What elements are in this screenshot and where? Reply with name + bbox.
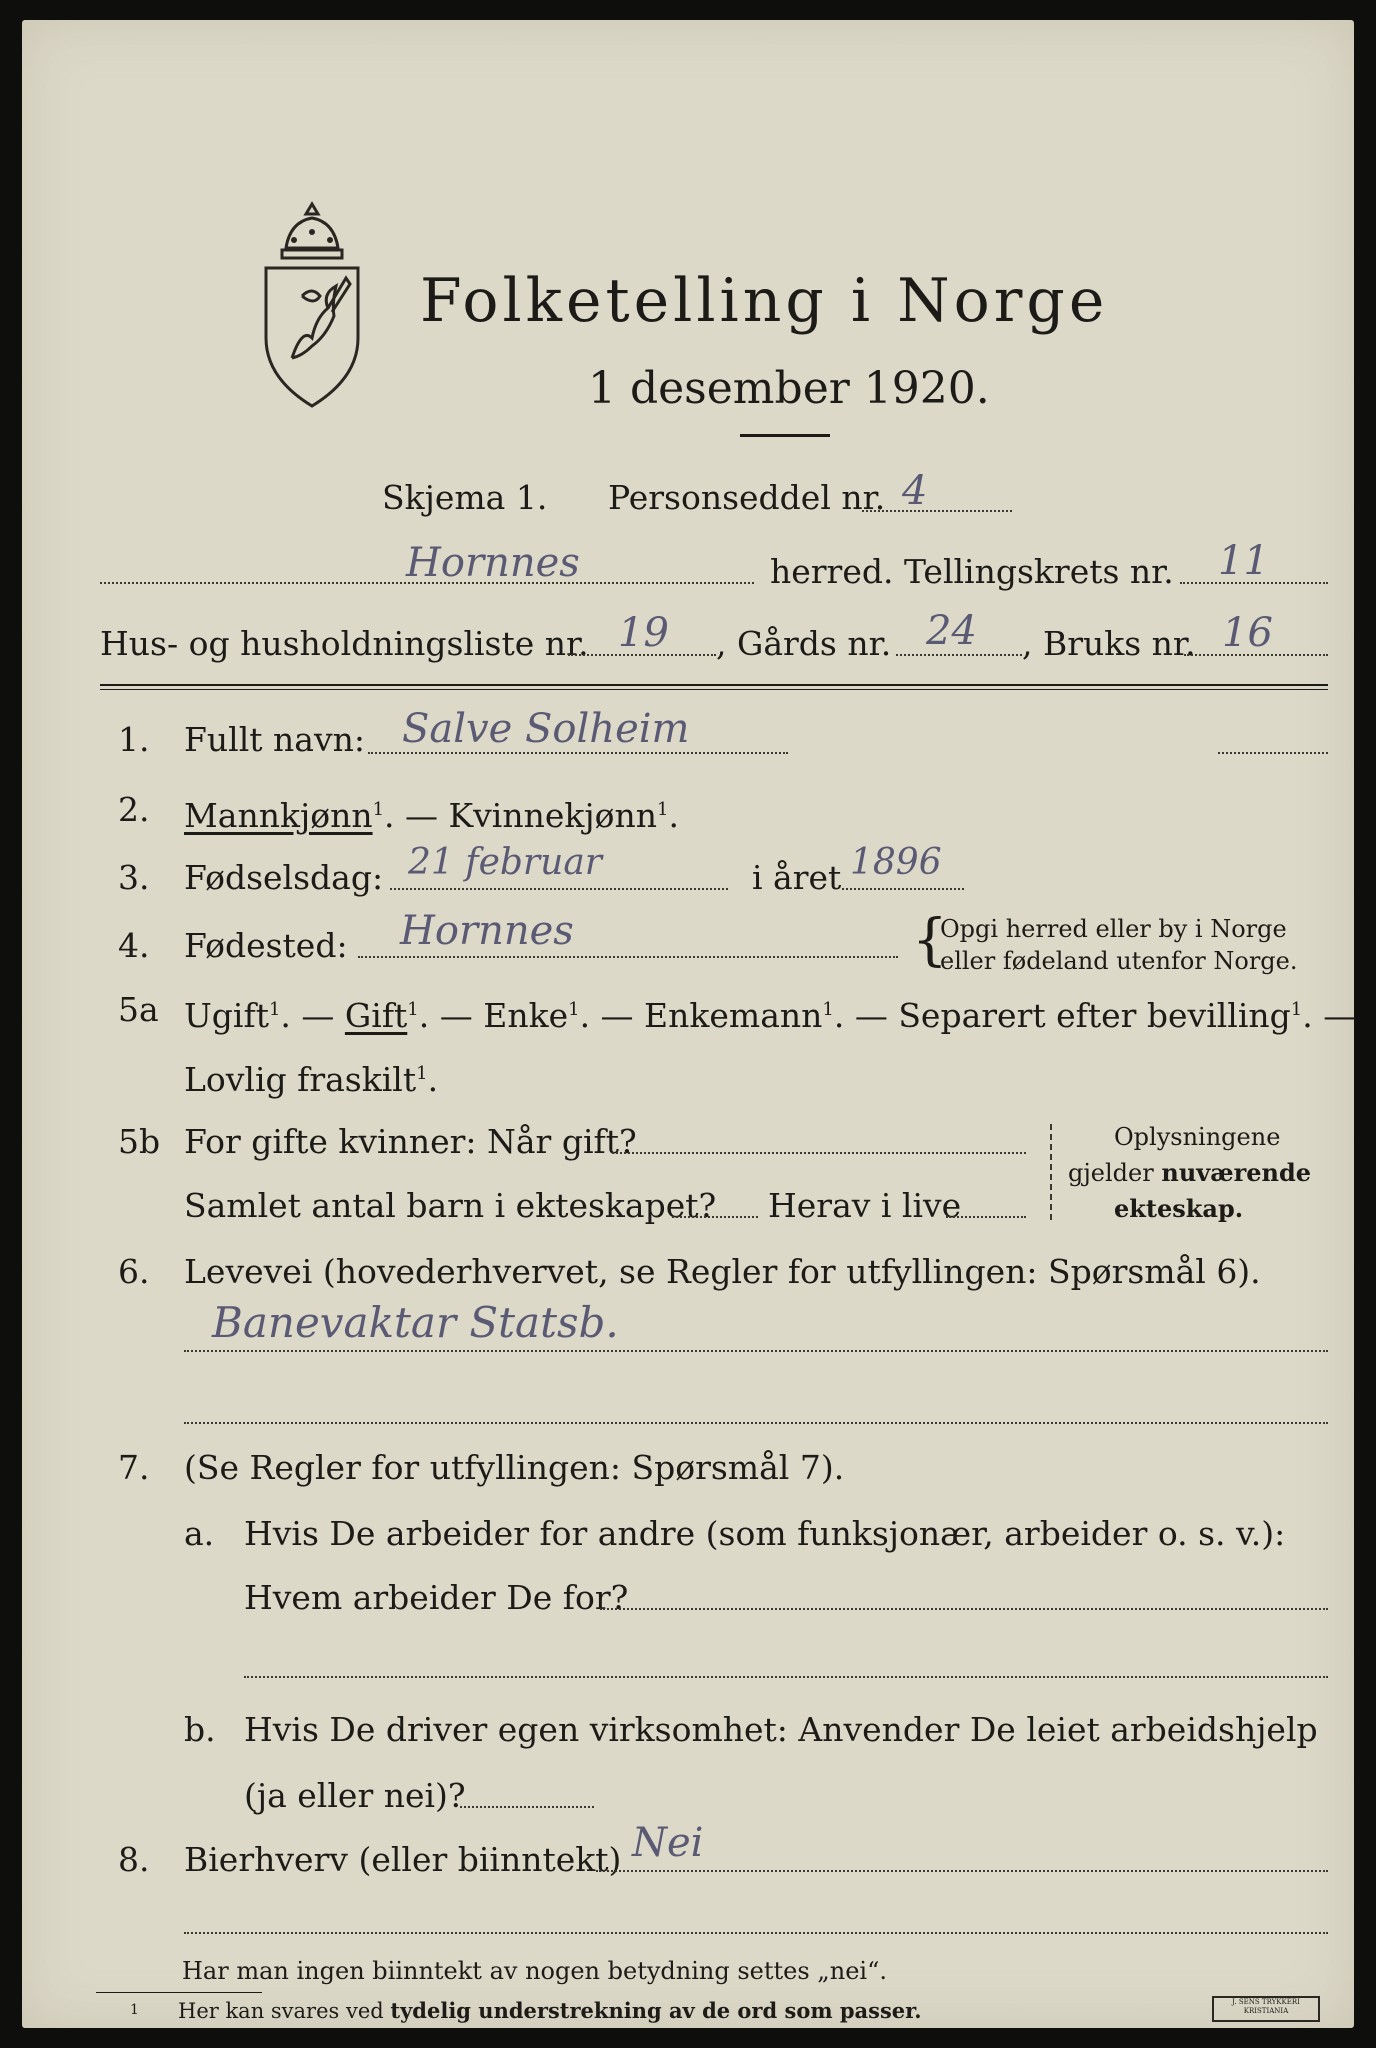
q7a-question: Hvem arbeider De for?	[244, 1578, 629, 1617]
q8-field-line-2	[184, 1932, 1328, 1934]
footnote-mark: 1	[130, 2002, 139, 2018]
q5a-number: 5a	[118, 990, 159, 1029]
q6-number: 6.	[118, 1252, 150, 1291]
q4-note-line2: eller fødeland utenfor Norge.	[940, 947, 1298, 975]
status-enkemann-option[interactable]: Enkemann	[644, 996, 823, 1035]
q5a-options-cont: Lovlig fraskilt$^1$.	[184, 1060, 439, 1099]
q5b-note-line1: Oplysningene	[1114, 1123, 1281, 1151]
personseddel-value[interactable]: 4	[902, 468, 928, 514]
q3-field-line	[390, 888, 728, 890]
q7a-field-line-2	[244, 1676, 1328, 1678]
status-lovlig-fraskilt-option[interactable]: Lovlig fraskilt	[184, 1060, 417, 1099]
q4-number: 4.	[118, 926, 150, 965]
title-divider	[740, 434, 830, 437]
footer-note: Har man ingen biinntekt av nogen betydning settes „nei“.	[182, 1957, 887, 1985]
q5b-number: 5b	[118, 1122, 161, 1161]
status-separert-option[interactable]: Separert efter bevilling	[898, 996, 1291, 1035]
q5b-children-line	[672, 1216, 758, 1218]
tellingskrets-value[interactable]: 11	[1218, 538, 1269, 584]
birth-year-value[interactable]: 1896	[850, 842, 942, 883]
q8-field-line	[596, 1870, 1328, 1872]
husliste-value[interactable]: 19	[618, 610, 669, 656]
skjema-label: Skjema 1.	[382, 478, 548, 517]
census-form-page	[22, 20, 1357, 2028]
q7b-question: (ja eller nei)?	[244, 1776, 466, 1815]
gards-label: , Gårds nr.	[716, 624, 892, 663]
q3-label: Fødselsdag:	[184, 858, 384, 897]
q6-label: Levevei (hovederhvervet, se Regler for utfyllingen: Spørsmål 6).	[184, 1252, 1261, 1291]
sex-female-option[interactable]: Kvinnekjønn	[448, 796, 658, 835]
q6-field-line-2	[184, 1422, 1328, 1424]
birthdate-value[interactable]: 21 februar	[408, 842, 602, 883]
q5b-bracket	[1050, 1124, 1054, 1220]
herred-label: herred. Tellingskrets nr.	[770, 552, 1174, 591]
q7a-text: Hvis De arbeider for andre (som funksjonær, arbeider o. s. v.):	[244, 1514, 1286, 1553]
form-title: Folketelling i Norge	[420, 266, 1109, 336]
herred-value[interactable]: Hornnes	[406, 540, 580, 586]
husliste-label: Hus- og husholdningsliste nr.	[100, 624, 589, 663]
footnote-rule	[96, 1992, 262, 1993]
q7a-field-line	[600, 1608, 1328, 1610]
q5b-note-line2: gjelder nuværende	[1068, 1158, 1312, 1187]
full-name-value[interactable]: Salve Solheim	[402, 706, 690, 752]
status-gift-option[interactable]: Gift	[344, 996, 408, 1035]
bruks-value[interactable]: 16	[1222, 610, 1273, 656]
q5b-alive-line	[946, 1216, 1026, 1218]
q1-number: 1.	[118, 720, 150, 759]
q4-label: Fødested:	[184, 926, 348, 965]
q4-field-line	[358, 956, 898, 958]
q2-number: 2.	[118, 790, 150, 829]
q7-number: 7.	[118, 1448, 150, 1487]
census-date: 1 desember 1920.	[588, 363, 990, 414]
q7a-number: a.	[184, 1514, 215, 1553]
q5b-line1: For gifte kvinner: Når gift?	[184, 1122, 637, 1161]
side-income-value[interactable]: Nei	[632, 1820, 704, 1866]
gards-value[interactable]: 24	[926, 608, 977, 654]
q3-year-line	[842, 888, 964, 890]
norway-coat-of-arms-icon	[252, 198, 372, 418]
gards-field-line	[896, 654, 1022, 656]
q7b-field-line	[460, 1806, 594, 1808]
footnote-text: Her kan svares ved tydelig understrekning av de ord som passer.	[178, 1998, 922, 2023]
header-double-rule-bottom	[100, 689, 1328, 690]
q1-field-line	[368, 752, 788, 754]
q1-label: Fullt navn:	[184, 720, 365, 759]
status-enke-option[interactable]: Enke	[483, 996, 569, 1035]
personseddel-field-line	[862, 510, 1012, 512]
q2-sex-options: Mannkjønn$^1$. — Kvinnekjønn$^1$.	[184, 796, 679, 835]
q7-label: (Se Regler for utfyllingen: Spørsmål 7).	[184, 1448, 845, 1487]
status-ugift-option[interactable]: Ugift	[184, 996, 269, 1035]
q5b-note-line3: ekteskap.	[1114, 1194, 1244, 1223]
printer-stamp: J. SENS TRYKKERI KRISTIANIA	[1212, 1996, 1320, 2022]
q7b-text: Hvis De driver egen virksomhet: Anvender De leiet arbeidshjelp	[244, 1710, 1318, 1749]
q3-year-label: i året	[752, 858, 842, 897]
q3-number: 3.	[118, 858, 150, 897]
q5b-married-when-line	[612, 1152, 1026, 1154]
q8-number: 8.	[118, 1840, 150, 1879]
bruks-label: , Bruks nr.	[1022, 624, 1196, 663]
q1-field-line-end	[1218, 752, 1328, 754]
q5b-herav-label: Herav i live	[768, 1186, 962, 1225]
q5b-line2: Samlet antal barn i ekteskapet?	[184, 1186, 717, 1225]
q8-label: Bierhverv (eller biinntekt)	[184, 1840, 622, 1879]
q6-field-line	[184, 1350, 1328, 1352]
personseddel-label: Personseddel nr.	[608, 478, 886, 517]
q4-note-line1: Opgi herred eller by i Norge	[940, 915, 1287, 943]
sex-male-option[interactable]: Mannkjønn	[184, 796, 373, 835]
birthplace-value[interactable]: Hornnes	[400, 908, 574, 954]
occupation-value[interactable]: Banevaktar Statsb.	[212, 1298, 619, 1347]
q7b-number: b.	[184, 1710, 216, 1749]
header-double-rule-top	[100, 684, 1328, 686]
q5a-options: Ugift$^1$. — Gift$^1$. — Enke$^1$. — Enkemann$^1$. — Separert efter bevilling$^1$. —	[184, 996, 1357, 1035]
q4-brace: {	[912, 908, 948, 973]
